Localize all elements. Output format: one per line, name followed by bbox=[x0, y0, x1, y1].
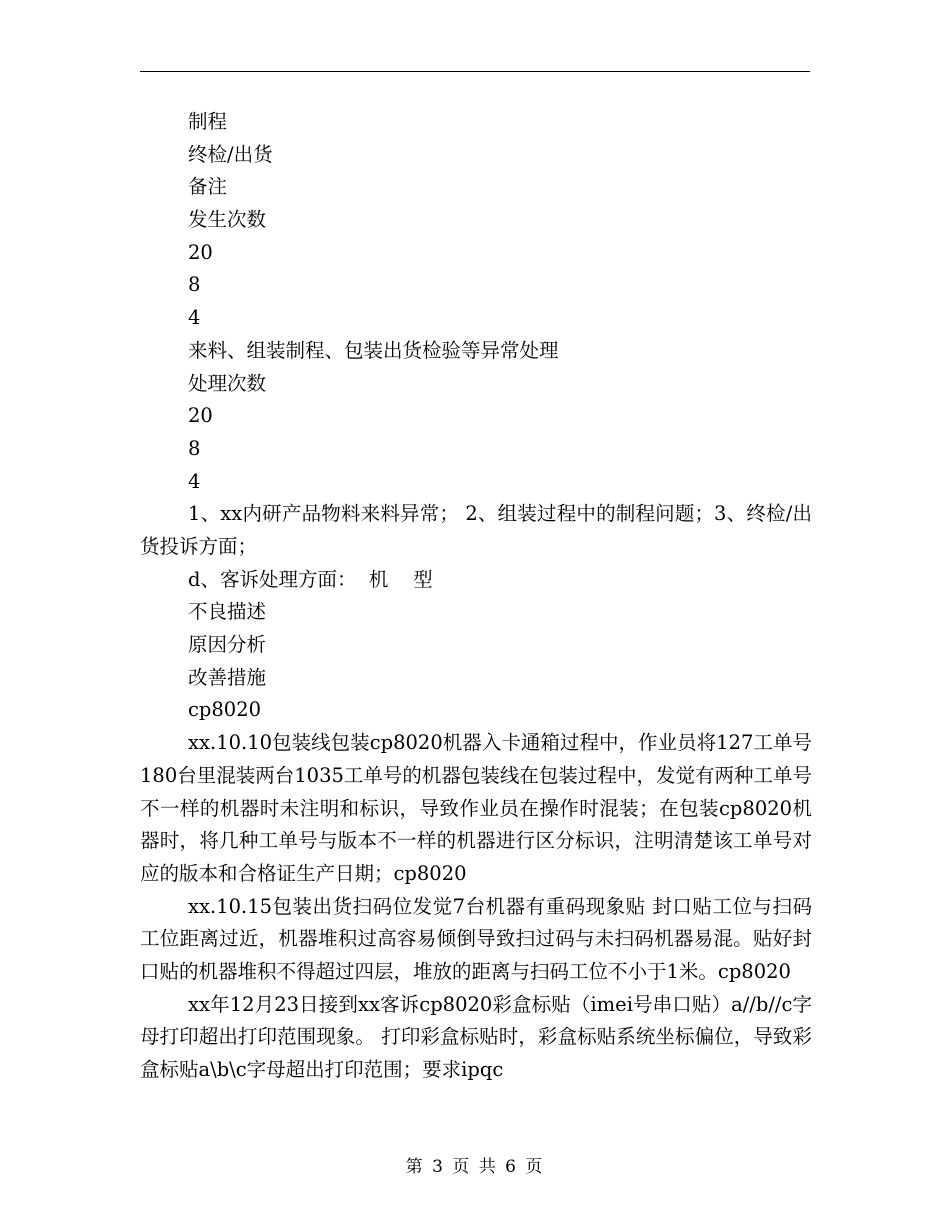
page-footer: 第 3 页 共 6 页 bbox=[405, 1157, 545, 1177]
text-line: 8 bbox=[188, 273, 201, 297]
text-line: 8 bbox=[188, 436, 201, 460]
text-line: 备注 bbox=[188, 175, 228, 199]
text-line: 4 bbox=[188, 469, 201, 493]
document-body bbox=[140, 106, 812, 1087]
text-line: 20 bbox=[188, 240, 213, 264]
section-heading: d、客诉处理方面： 机 型 bbox=[188, 567, 433, 591]
body-paragraph: xx.10.15包装出货扫码位发觉7台机器有重码现象贴 封口贴工位与扫码工位距离过近，机器堆积过高容易倾倒导致扫过码与未扫码机器易混。贴好封口贴的机器堆积不得超过四层，堆放的距离与扫码工位不小于1米。cp8020 bbox=[140, 894, 812, 984]
text-line: 不良描述 bbox=[188, 600, 267, 624]
body-paragraph: xx.10.10包装线包装cp8020机器入卡通箱过程中，作业员将127工单号180台里混装两台1035工单号的机器包装线在包装过程中，发觉有两种工单号不一样的机器时未注明和标识，导致作业员在操作时混装；在包装cp8020机器时，将几种工单号与版本不一样的机器进行区分标识，注明清楚该工单号对应的版本和合格证生产日期；cp8020 bbox=[140, 731, 812, 885]
text-line: 终检/出货 bbox=[188, 142, 273, 166]
text-line: 发生次数 bbox=[188, 208, 267, 232]
text-line: 原因分析 bbox=[188, 633, 267, 657]
text-line: 处理次数 bbox=[188, 371, 267, 395]
header-rule bbox=[140, 71, 810, 72]
text-line: 20 bbox=[188, 404, 213, 428]
text-line: 来料、组装制程、包装出货检验等异常处理 bbox=[188, 338, 559, 362]
text-line: 改善措施 bbox=[188, 665, 267, 689]
text-line: 4 bbox=[188, 306, 201, 330]
list-paragraph: 1、xx内研产品物料来料异常； 2、组装过程中的制程问题；3、终检/出货投诉方面； bbox=[140, 502, 812, 558]
text-line: 制程 bbox=[188, 110, 228, 133]
text-line: cp8020 bbox=[188, 698, 262, 722]
body-paragraph: xx年12月23日接到xx客诉cp8020彩盒标贴（imei号串口贴）a//b//c字母打印超出打印范围现象。 打印彩盒标贴时，彩盒标贴系统坐标偏位，导致彩盒标贴a\b\c字母超出打印范围；要求ipqc bbox=[140, 992, 812, 1082]
